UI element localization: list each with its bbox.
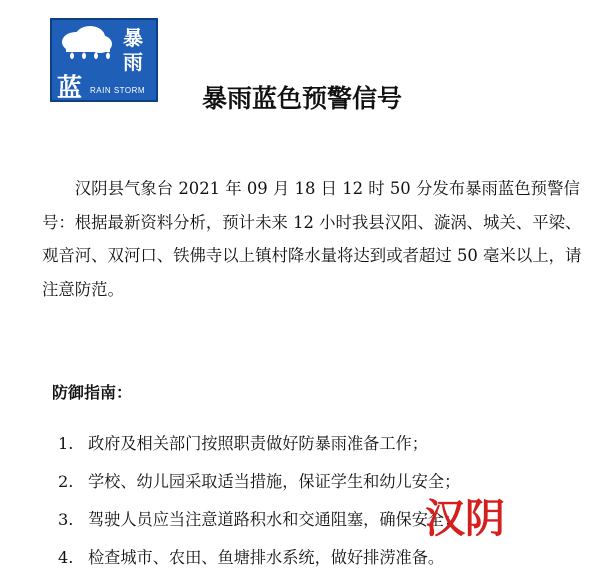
guide-item-text: 学校、幼儿园采取适当措施，保证学生和幼儿安全； xyxy=(88,472,461,491)
guide-item-text: 政府及相关部门按照职责做好防暴雨准备工作； xyxy=(88,434,428,453)
rainstorm-warning-icon xyxy=(50,18,158,102)
icon-char-bottom: 雨 xyxy=(123,50,143,74)
guide-item-text: 检查城市、农田、鱼塘排水系统，做好排涝准备。 xyxy=(88,548,445,567)
rain-cloud-icon xyxy=(56,24,116,66)
icon-char-top: 暴 xyxy=(123,26,143,50)
guide-item xyxy=(58,539,578,577)
guide-heading: 防御指南： xyxy=(52,383,133,402)
icon-level-char: 蓝 xyxy=(57,73,83,102)
page-title: 暴雨蓝色预警信号 xyxy=(202,84,403,113)
icon-english-label: RAIN STORM xyxy=(90,86,146,95)
warning-body: 汉阴县气象台 2021 年 09 月 18 日 12 时 50 分发布暴雨蓝色预警信号：根据最新资料分析，预计未来 12 小时我县汉阳、漩涡、城关、平梁、观音河、双河口、铁佛寺以上镇村降水量将达到或者超过 50 毫米以上，请注意防范。 xyxy=(42,179,582,299)
guide-item-number: 3. xyxy=(58,510,74,529)
calligraphy-watermark xyxy=(423,492,519,540)
guide-item xyxy=(58,425,578,463)
guide-item-number: 2. xyxy=(58,472,74,491)
guide-item-text: 驾驶人员应当注意道路积水和交通阻塞，确保安全； xyxy=(88,510,461,529)
guide-item-number: 4. xyxy=(58,548,74,567)
watermark-text: 汉阴 xyxy=(425,495,505,540)
guide-item-number: 1. xyxy=(58,434,74,453)
